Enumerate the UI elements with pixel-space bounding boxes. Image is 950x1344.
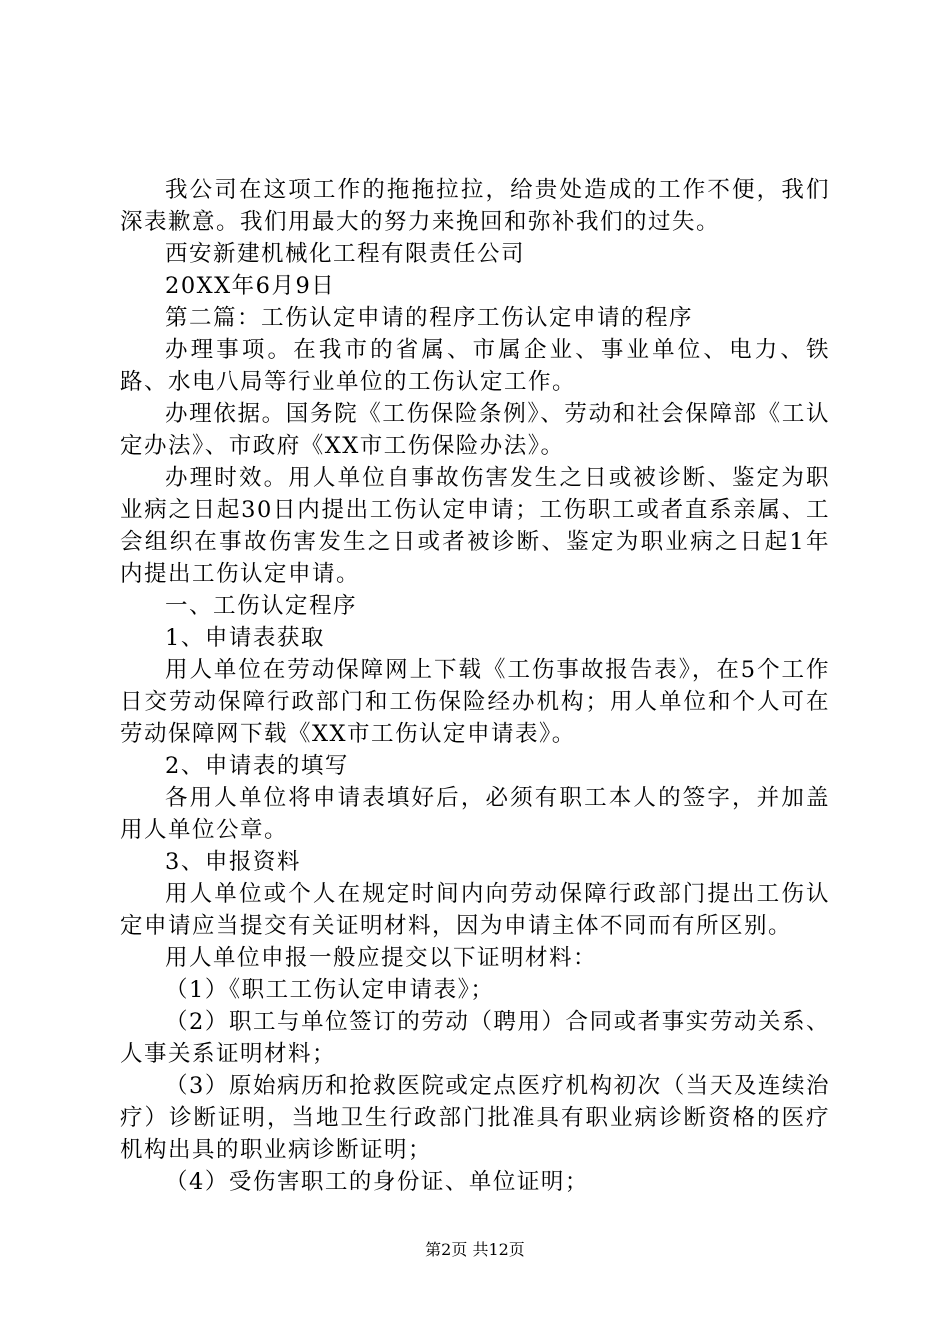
signature-date: 20XX年6月9日 bbox=[165, 273, 336, 299]
paragraph-apology: 我公司在这项工作的拖拖拉拉，给贵处造成的工作不便，我们深表歉意。我们用最大的努力来挽回和弥补我们的过失。 bbox=[120, 177, 830, 235]
paragraph-matters: 办理事项。在我市的省属、市属企业、事业单位、电力、铁路、水电八局等行业单位的工伤认定工作。 bbox=[120, 337, 830, 395]
heading-materials: 3、申报资料 bbox=[165, 849, 301, 875]
heading-procedure: 一、工伤认定程序 bbox=[165, 593, 358, 619]
paragraph-time-limit: 办理时效。用人单位自事故伤害发生之日或被诊断、鉴定为职业病之日起30日内提出工伤认定申请；工伤职工或者直系亲属、工会组织在事故伤害发生之日或者被诊断、鉴定为职业病之日起1年内提出工伤认定申请。 bbox=[120, 465, 830, 587]
heading-form-fill: 2、申请表的填写 bbox=[165, 753, 349, 779]
document-body bbox=[120, 174, 830, 1198]
list-item-2: （2）职工与单位签订的劳动（聘用）合同或者事实劳动关系、人事关系证明材料； bbox=[120, 1009, 830, 1067]
paragraph-form-fill: 各用人单位将申请表填好后，必须有职工本人的签字，并加盖用人单位公章。 bbox=[120, 785, 830, 843]
paragraph-basis: 办理依据。国务院《工伤保险条例》、劳动和社会保障部《工认定办法》、市政府《XX市工伤保险办法》。 bbox=[120, 401, 830, 459]
paragraph-form-obtain: 用人单位在劳动保障网上下载《工伤事故报告表》，在5个工作日交劳动保障行政部门和工伤保险经办机构；用人单位和个人可在劳动保障网下载《XX市工伤认定申请表》。 bbox=[120, 657, 830, 747]
company-signature: 西安新建机械化工程有限责任公司 bbox=[165, 241, 526, 267]
list-item-4: （4）受伤害职工的身份证、单位证明； bbox=[165, 1169, 589, 1195]
list-item-1: （1）《职工工伤认定申请表》； bbox=[165, 977, 495, 1003]
paragraph-materials: 用人单位或个人在规定时间内向劳动保障行政部门提出工伤认定申请应当提交有关证明材料，因为申请主体不同而有所区别。 bbox=[120, 881, 830, 939]
list-item-3: （3）原始病历和抢救医院或定点医疗机构初次（当天及连续治疗）诊断证明，当地卫生行政部门批准具有职业病诊断资格的医疗机构出具的职业病诊断证明； bbox=[120, 1073, 830, 1163]
section-heading: 第二篇：工伤认定申请的程序工伤认定申请的程序 bbox=[165, 305, 694, 331]
paragraph-materials-intro: 用人单位申报一般应提交以下证明材料： bbox=[165, 945, 598, 971]
page-footer: 第2页 共12页 bbox=[425, 1240, 525, 1259]
heading-form-obtain: 1、申请表获取 bbox=[165, 625, 325, 651]
